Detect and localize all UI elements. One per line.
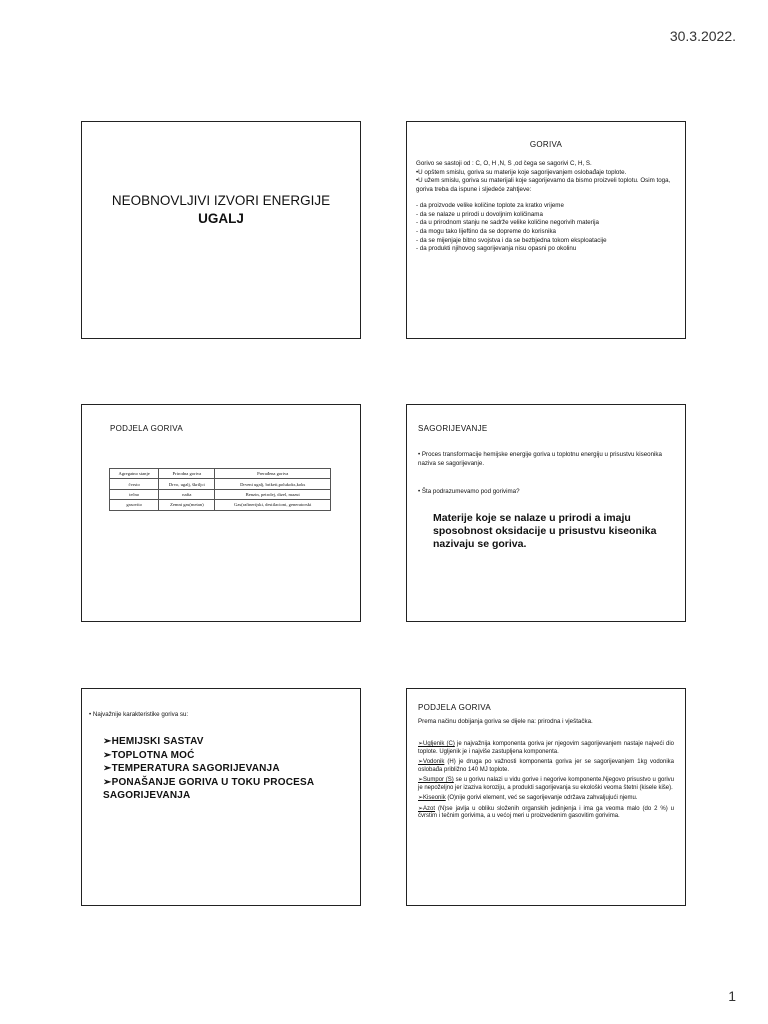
requirements-list — [416, 202, 677, 254]
list-item: - da produkti njihovog sagorijevanja nisu opasni po okolinu — [416, 245, 577, 253]
table-cell: Gas(rafinerijski, destilacioni, generatorski — [215, 500, 331, 510]
slide-heading: PODJELA GORIVA — [110, 424, 183, 433]
slide-podjela-table — [81, 404, 361, 622]
list-item: - da proizvode velike količine toplote za kratko vrijeme — [416, 201, 564, 209]
element-term: ➢Kiseonik — [418, 795, 446, 802]
element-term: ➢Ugljenik (C) — [418, 741, 455, 747]
table-cell: Benzin, petrolej, dizel, mazut — [215, 489, 331, 499]
element-paragraph — [418, 795, 674, 803]
characteristics-list — [103, 735, 360, 803]
list-item: ➢TEMPERATURA SAGORIJEVANJA — [103, 763, 280, 774]
table-cell: gasovito — [110, 500, 159, 510]
list-item: - da u prirodnom stanju ne sadrže velike količine negorivih materija — [416, 219, 599, 227]
body-lead: • Najvažnije karakteristike goriva su: — [89, 711, 189, 718]
table-cell: Drveni ugalj, briketi,polukoks,koks — [215, 479, 331, 489]
slide-heading: GORIVA — [529, 140, 563, 149]
element-paragraph — [418, 777, 674, 793]
element-term: ➢Vodonik — [418, 759, 445, 766]
list-item: - da mogu tako lijeftino da se dopreme do korisnika — [416, 227, 556, 235]
document-date: 30.3.2022. — [669, 28, 736, 44]
slide-karakteristike — [81, 688, 361, 906]
body-line: •U opštem smislu, goriva su materije koje sagorijevanjem oslobađaje toplote. — [416, 168, 627, 176]
list-item: - da se nalaze u prirodi u dovoljnim količinama — [416, 210, 543, 218]
slide-podjela-elementi — [406, 688, 686, 906]
body-question: • Šta podrazumevamo pod gorivima? — [418, 488, 520, 495]
table-row — [110, 500, 331, 510]
table-cell: Drvo, ugalj, škriljci — [159, 479, 215, 489]
list-item: ➢TOPLOTNA MOĆ — [103, 749, 195, 761]
body-line: Gorivo se sastoji od : C, O, H ,N, S ,od čega se sagorivi C, H, S. — [416, 160, 592, 167]
table-row — [110, 479, 331, 489]
list-item: - da se mijenjaje bitno svojstva i da se bezbjedna tokom eksploatacije — [416, 236, 607, 244]
table-row — [110, 489, 331, 499]
element-term: ➢Sumpor (S) — [418, 777, 454, 784]
body-line: •U užem smislu, goriva su materijali koje sagorijevamo da bismo proizveli toplotu. Osim toga, goriva treba da ispune i sljedeće zahtjeve: — [416, 177, 671, 194]
slide-title — [81, 121, 361, 339]
table-header-cell: Prerađena goriva — [215, 469, 331, 479]
definition-text: Materije koje se nalaze u prirodi a imaju sposobnost oksidacije u prisustvu kiseonika nazivaju se goriva. — [433, 512, 657, 550]
slide-body — [418, 741, 674, 824]
slide-sagorijevanje — [406, 404, 686, 622]
element-paragraph — [418, 806, 674, 822]
page-number: 1 — [728, 988, 736, 1004]
slide-goriva — [406, 121, 686, 339]
table-cell: nafta — [159, 489, 215, 499]
list-item: ➢PONAŠANJE GORIVA U TOKU PROCESA SAGORIJEVANJA — [103, 776, 314, 801]
table-cell: čvrsto — [110, 479, 159, 489]
table-cell: tečno — [110, 489, 159, 499]
table-cell: Zemni gas(metan) — [159, 500, 215, 510]
slide-title-heading — [82, 192, 360, 228]
table-header-cell: Prirodna goriva — [159, 469, 215, 479]
element-text: se u gorivu nalazi u vidu gorive i negorive komponente.Njegovo prisustvo u gorivu je nepoželjno jer izaziva koroziju, a produkti sagorijevanja su ekološki veoma štetni (kisele kiše). — [418, 777, 674, 791]
slide-heading: PODJELA GORIVA — [418, 703, 491, 712]
slide-title-main: NEOBNOVLJIVI IZVORI ENERGIJE — [111, 193, 331, 208]
list-item: ➢HEMIJSKI SASTAV — [103, 736, 204, 747]
element-text: je najvažnija komponenta goriva jer njegovim sagorijevanjem nastaje najveći dio toplote. Ugljenik je i najviše zastupljena komponenta. — [418, 741, 674, 755]
table-header-cell: Agregatno stanje — [110, 469, 159, 479]
slide-heading: SAGORIJEVANJE — [418, 424, 488, 433]
element-paragraph — [418, 741, 674, 757]
element-text: (H) je druga po važnosti komponenta goriva jer se sagorijevanjem 1kg vodonika oslobađa približno 140 MJ toplote. — [418, 759, 674, 773]
element-paragraph — [418, 759, 674, 775]
fuel-table — [109, 468, 331, 511]
table-header-row — [110, 469, 331, 479]
body-paragraph: • Proces transformacije hemijske energije goriva u toplotnu energiju u prisustvu kiseonika naziva se sagorijevanje. — [418, 451, 662, 467]
element-text: (N)se javlja u obliku složenih organskih jedinjenja i ima ga veoma malo (do 2 %) u čvrstim i tečnim gorivima, a u većoj meri u proizvedenim gasovitim gorivima. — [418, 805, 674, 820]
slide-title-subtitle: UGALJ — [198, 211, 244, 226]
element-text: (O)nije gorivi element, već se sagorijevanje održava zahvaljujući njemu. — [445, 795, 638, 802]
body-intro: Prema načinu dobijanja goriva se dijele na: prirodna i vještačka. — [418, 718, 593, 725]
slide-body — [416, 160, 677, 254]
element-term: ➢Azot — [418, 805, 436, 812]
